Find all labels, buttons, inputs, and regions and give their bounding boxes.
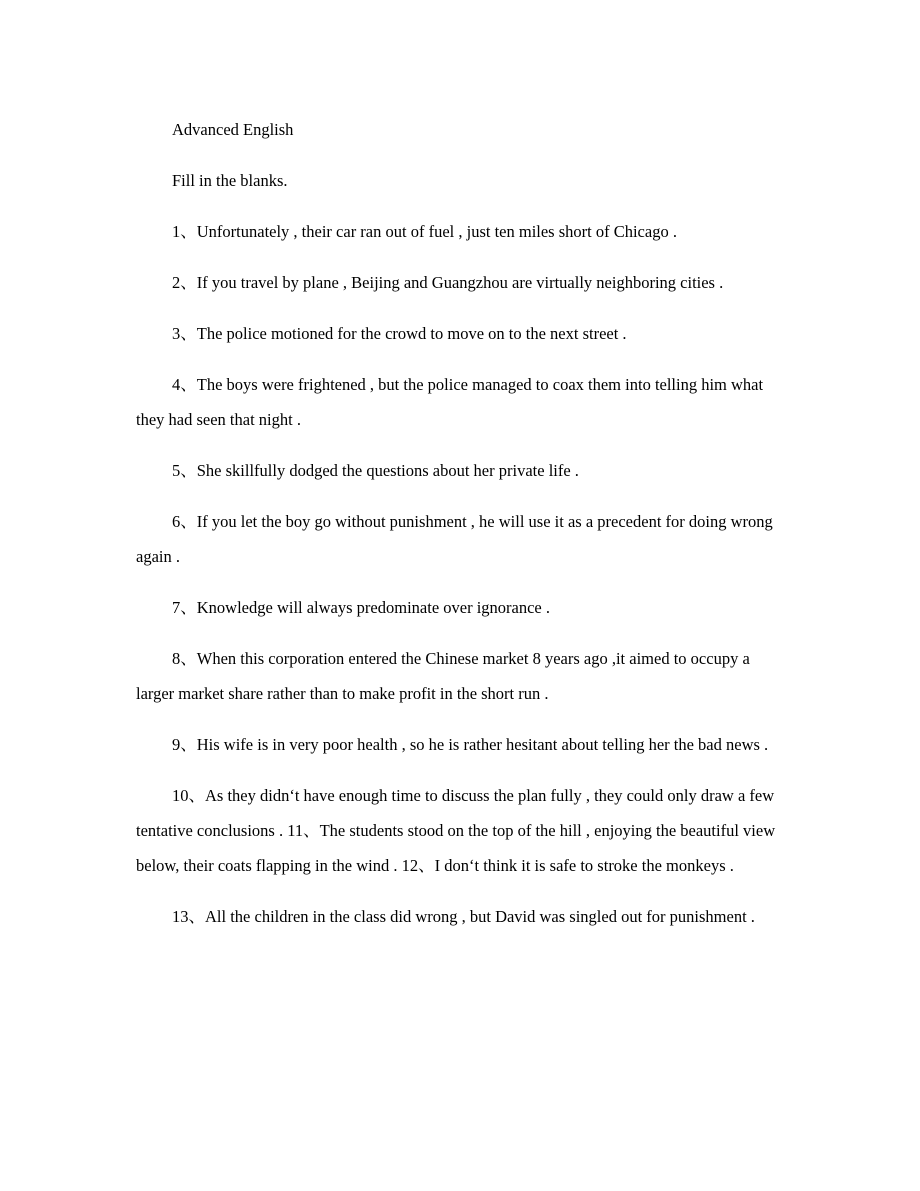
exercise-item: 10、As they didn‘t have enough time to discuss the plan fully , they could only draw a few tentative conclusions . 11、The students stood on the top of the hill , enjoying the beautiful view below, their coats flapping in the wind . 12、I don‘t think it is safe to stroke the monkeys . bbox=[136, 786, 776, 875]
exercise-item: 4、The boys were frightened , but the police managed to coax them into telling him what they had seen that night . bbox=[136, 375, 764, 429]
exercise-item: 6、If you let the boy go without punishment , he will use it as a precedent for doing wrong again . bbox=[136, 512, 773, 566]
exercise-item: 3、The police motioned for the crowd to move on to the next street . bbox=[172, 324, 627, 343]
exercise-item: 9、His wife is in very poor health , so he is rather hesitant about telling her the bad news . bbox=[172, 735, 769, 754]
exercise-item: 2、If you travel by plane , Beijing and Guangzhou are virtually neighboring cities . bbox=[172, 273, 724, 292]
exercise-item: 5、She skillfully dodged the questions about her private life . bbox=[172, 461, 579, 480]
exercise-item: 13、All the children in the class did wrong , but David was singled out for punishment . bbox=[172, 907, 755, 926]
exercise-item: 8、When this corporation entered the Chinese market 8 years ago ,it aimed to occupy a larger market share rather than to make profit in the short run . bbox=[136, 649, 750, 703]
instruction-text: Fill in the blanks. bbox=[172, 171, 288, 190]
exercise-item: 1、Unfortunately , their car ran out of fuel , just ten miles short of Chicago . bbox=[172, 222, 677, 241]
document-title: Advanced English bbox=[172, 120, 294, 139]
document-body bbox=[136, 112, 786, 950]
exercise-item: 7、Knowledge will always predominate over ignorance . bbox=[172, 598, 551, 617]
